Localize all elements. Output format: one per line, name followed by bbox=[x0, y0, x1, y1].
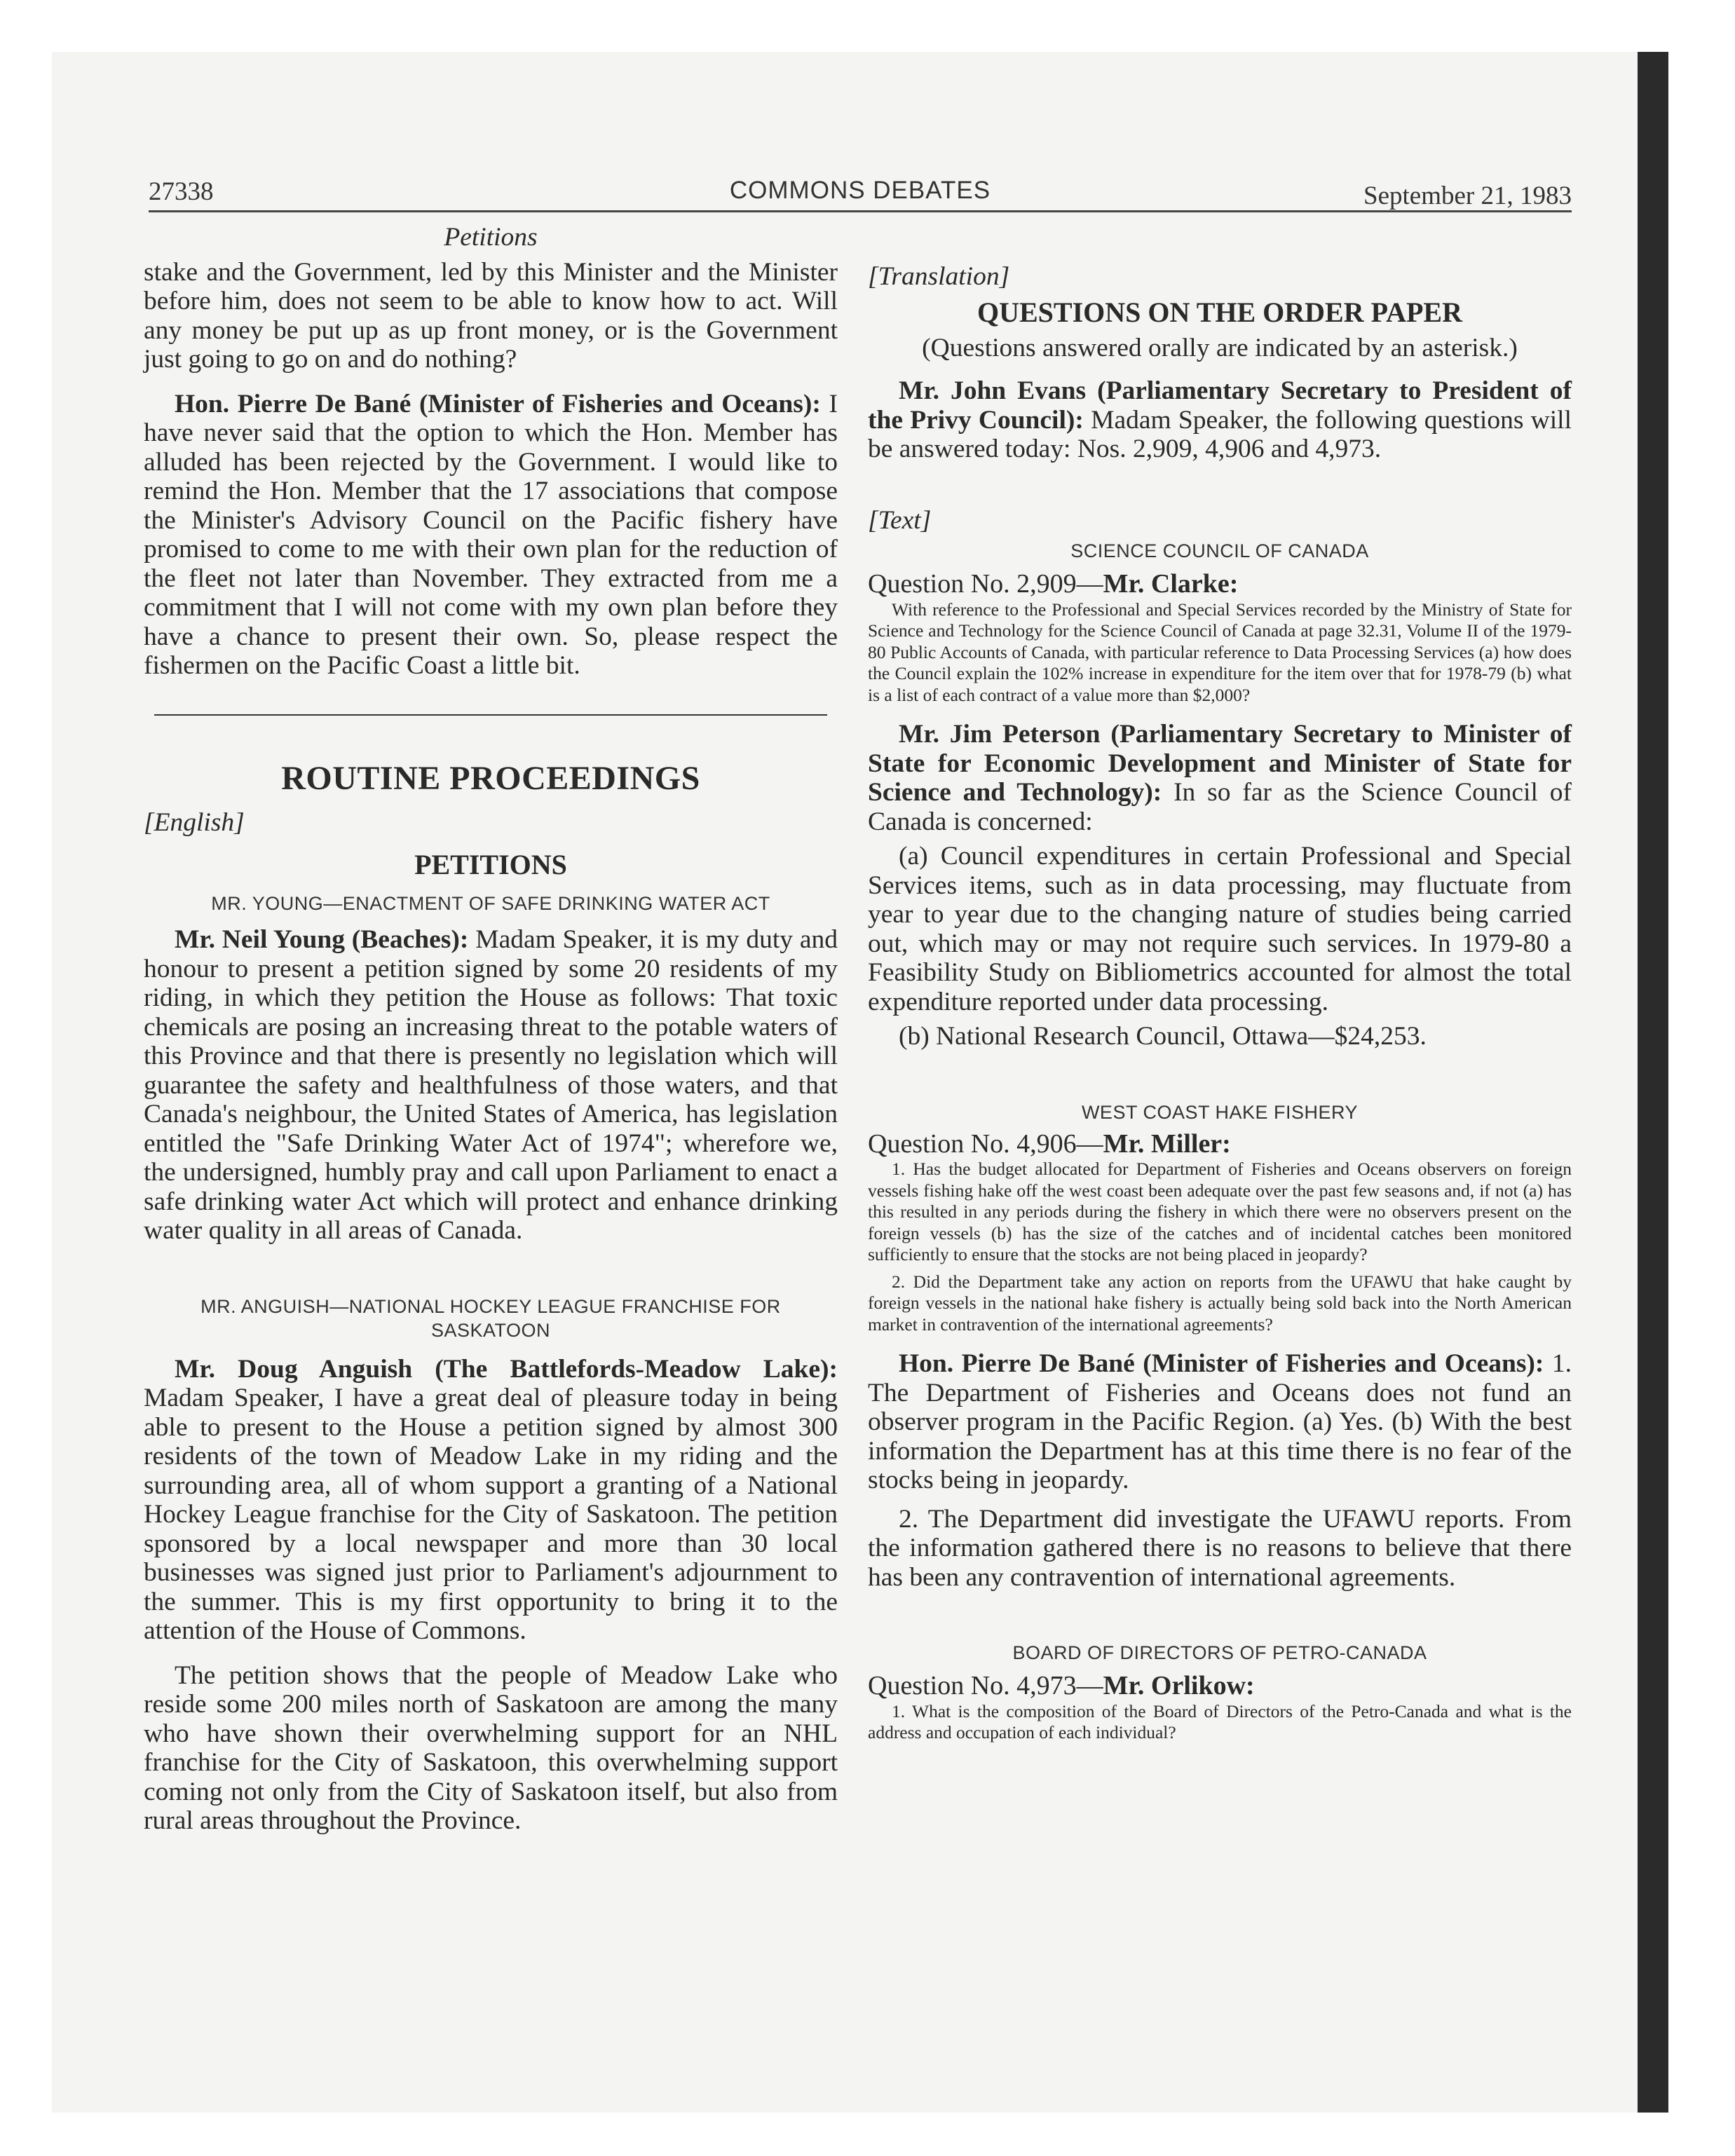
debane-answer bbox=[868, 1349, 1572, 1495]
young-subheading: MR. YOUNG—ENACTMENT OF SAFE DRINKING WATER ACT bbox=[211, 893, 770, 914]
header-date: September 21, 1983 bbox=[1363, 182, 1572, 210]
speaker-name: Mr. Doug Anguish (The Battlefords-Meadow Lake): bbox=[175, 1354, 838, 1384]
debane-reply bbox=[144, 390, 838, 681]
question-2909-text: With reference to the Professional and Special Services recorded by the Ministry of State for Science and Technology for the Science Council of Canada at page 32.31, Volume II of the 1979-80 Public Accounts of Canada, with particular reference to Data Processing Services (a) how does the Council explain the 102% increase in expenditure for the item over that for 1978-79 (b) what is a list of each contract of a value more than $2,000? bbox=[868, 599, 1572, 705]
language-marker-text: [Text] bbox=[868, 505, 932, 535]
running-head: Petitions bbox=[444, 223, 538, 252]
speaker-name: Hon. Pierre De Bané (Minister of Fisheries and Oceans): bbox=[899, 1349, 1544, 1378]
petro-canada-subheading: BOARD OF DIRECTORS OF PETRO-CANADA bbox=[1012, 1642, 1427, 1663]
question-4906-line bbox=[868, 1130, 1572, 1159]
peterson-speech bbox=[868, 720, 1572, 836]
header-rule bbox=[149, 210, 1572, 212]
binding-edge bbox=[1638, 52, 1668, 2113]
question-4973-line bbox=[868, 1672, 1572, 1701]
routine-proceedings-heading: ROUTINE PROCEEDINGS bbox=[281, 759, 700, 797]
member-name: Mr. Clarke: bbox=[1103, 569, 1239, 599]
speech-text: Madam Speaker, the following questions will be answered today: Nos. 2,909, 4,906 and 4,973. bbox=[868, 405, 1572, 463]
debane-answer-2: 2. The Department did investigate the UFAWU reports. From the information gathered there is no reasons to believe that there has been any contravention of international agreements. bbox=[868, 1504, 1572, 1592]
speech-text: I have never said that the option to which the Hon. Member has alluded has been rejected by the Government. I would like to remind the Hon. Member that the 17 associations that compose the Minister's Advisory Council on the Pacific fishery have promised to come to me with their own plan for the reduction of the fleet not later than November. They extracted from me a commitment that I will not come with my own plan before they have a chance to present their own. So, please respect the fishermen on the Pacific Coast a little bit. bbox=[144, 389, 838, 680]
speech-text: Madam Speaker, I have a great deal of pleasure today in being able to present to the House a petition signed by almost 300 residents of the town of Meadow Lake in my riding and the surrounding area, all of whom support a granting of a National Hockey League franchise for the City of Saskatoon. The petition sponsored by a local newspaper and more than 30 local businesses was signed just prior to Parliament's adjournment to the summer. This is my first opportunity to bring it to the attention of the House of Commons. bbox=[144, 1384, 838, 1645]
young-speech bbox=[144, 925, 838, 1246]
language-marker-english: [English] bbox=[144, 807, 245, 837]
speaker-name: Mr. Jim Peterson (Parliamentary Secretary to Minister of State for Economic Development and Minister of State for Science and Technology): bbox=[868, 720, 1572, 807]
question-4973-text: 1. What is the composition of the Board of Directors of the Petro-Canada and what is the address and occupation of each individual? bbox=[868, 1700, 1572, 1742]
question-number: Question No. 4,973— bbox=[868, 1671, 1103, 1700]
member-name: Mr. Miller: bbox=[1103, 1128, 1231, 1159]
question-number: Question No. 2,909— bbox=[868, 569, 1103, 599]
speech-text: In so far as the Science Council of Canada is concerned: bbox=[868, 778, 1572, 836]
question-4906-part-1: 1. Has the budget allocated for Department of Fisheries and Oceans observers on foreign vessels fishing hake off the west coast been adequate over the past few seasons and, if not (a) has this resulted in any periods during the fishery in which there were no observers present on the foreign vessels (b) has the size of the catches and of incidental catches been monitored sufficiently to ensure that the stocks are not being placed in jeopardy? bbox=[868, 1159, 1572, 1264]
left-column bbox=[144, 223, 838, 1836]
paragraph-continued: stake and the Government, led by this Minister and the Minister before him, does not seem to be able to know how to act. Will any money be put up as up front money, or is the Government just going to go on and do nothing? bbox=[144, 257, 838, 374]
question-4906-part-2: 2. Did the Department take any action on reports from the UFAWU that hake caught by foreign vessels in the national hake fishery is actually being sold back into the North American market in contravention of the international agreements? bbox=[868, 1271, 1572, 1335]
speaker-name: Mr. Neil Young (Beaches): bbox=[175, 925, 469, 954]
member-name: Mr. Orlikow: bbox=[1103, 1671, 1255, 1700]
speaker-name: Mr. John Evans (Parliamentary Secretary to President of the Privy Council): bbox=[868, 376, 1572, 435]
anguish-speech-continued: The petition shows that the people of Meadow Lake who reside some 200 miles north of Saskatoon are among the many who have shown their overwhelming support for an NHL franchise for the City of Saskatoon, this overwhelming support coming not only from the City of Saskatoon itself, but also from rural areas throughout the Province. bbox=[144, 1660, 838, 1835]
hake-fishery-subheading: WEST COAST HAKE FISHERY bbox=[1081, 1101, 1359, 1123]
questions-note: (Questions answered orally are indicated by an asterisk.) bbox=[922, 333, 1518, 362]
anguish-speech bbox=[144, 1355, 838, 1646]
questions-heading: QUESTIONS ON THE ORDER PAPER bbox=[977, 296, 1462, 328]
peterson-answer-a: (a) Council expenditures in certain Professional and Special Services items, such as in data processing, may fluctuate from year to year due to the changing nature of studies being carried out, which may or may not require such services. In 1979-80 a Feasibility Study on Bibliometrics accounted for almost the total expenditure reported under data processing. bbox=[868, 842, 1572, 1016]
speaker-name: Hon. Pierre De Bané (Minister of Fisheries and Oceans): bbox=[175, 389, 821, 418]
evans-speech bbox=[868, 376, 1572, 464]
language-marker-translation: [Translation] bbox=[868, 262, 1010, 291]
speech-text: 1. The Department of Fisheries and Oceans does not fund an observer program in the Pacific Region. (a) Yes. (b) With the best information the Department has at this time there is no fear of the stocks being in jeopardy. bbox=[868, 1349, 1572, 1494]
petitions-heading: PETITIONS bbox=[414, 849, 567, 880]
question-number: Question No. 4,906— bbox=[868, 1128, 1103, 1159]
anguish-subheading: MR. ANGUISH—NATIONAL HOCKEY LEAGUE FRANCHISE FOR SASKATOON bbox=[200, 1295, 781, 1341]
publication-title: COMMONS DEBATES bbox=[729, 177, 991, 204]
page-header bbox=[149, 177, 1572, 212]
peterson-answer-b: (b) National Research Council, Ottawa—$24,253. bbox=[899, 1022, 1427, 1051]
science-council-subheading: SCIENCE COUNCIL OF CANADA bbox=[1070, 540, 1369, 561]
question-2909-line bbox=[868, 570, 1572, 599]
speech-text: Madam Speaker, it is my duty and honour to present a petition signed by some 20 residents of my riding, in which they petition the House as follows: That toxic chemicals are posing an increasing threat to the potable waters of this Province and that there is presently no legislation which will guarantee the safety and healthfulness of those waters, and that Canada's neighbour, the United States of America, has legislation entitled the "Safe Drinking Water Act of 1974"; wherefore we, the undersigned, humbly pray and call upon Parliament to enact a safe drinking water Act which will protect and enhance drinking water quality in all areas of Canada. bbox=[144, 925, 838, 1245]
right-column bbox=[868, 223, 1572, 1744]
page-number: 27338 bbox=[149, 177, 214, 206]
